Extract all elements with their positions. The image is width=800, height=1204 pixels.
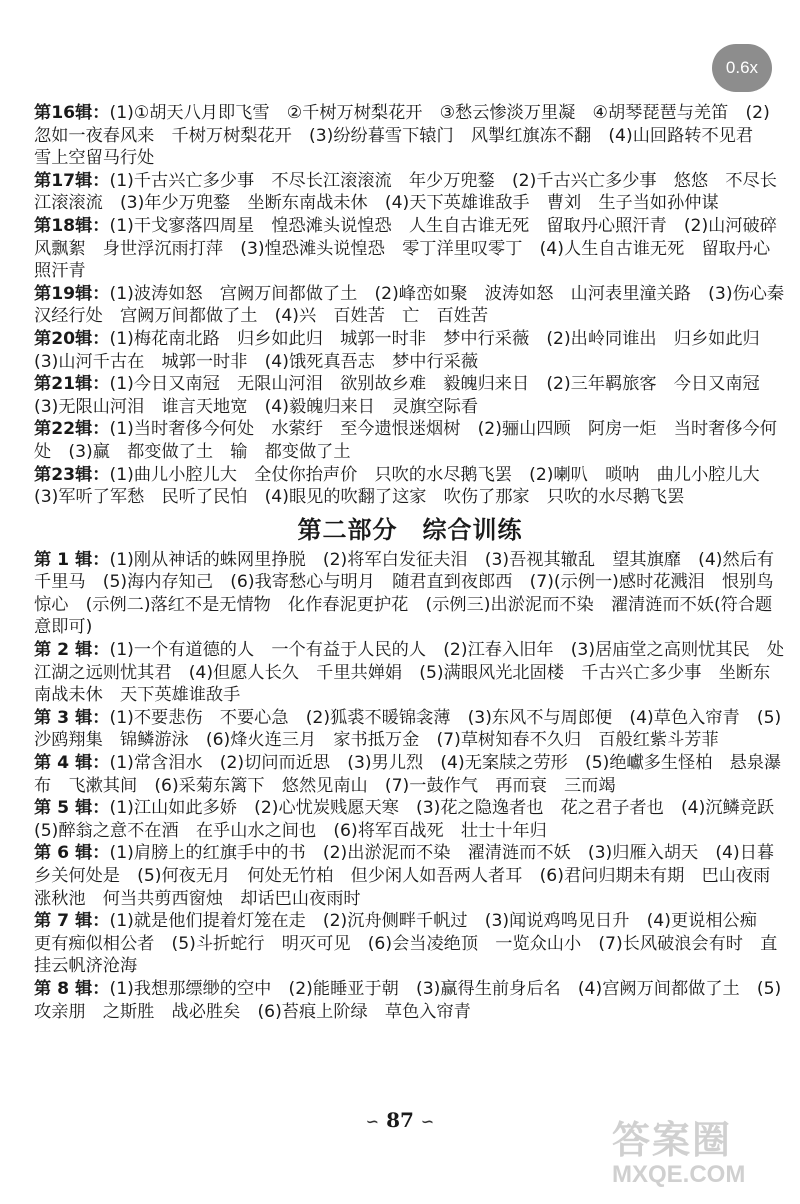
answer-entry — [34, 464, 786, 509]
ornament-left-icon: ∽ — [365, 1112, 380, 1131]
answer-entry — [34, 842, 786, 910]
ornament-right-icon: ∽ — [420, 1112, 435, 1131]
entry-label: 第 3 辑： — [34, 707, 110, 728]
answer-entry — [34, 215, 786, 283]
entry-label: 第17辑： — [34, 170, 110, 191]
entry-text: (1)江山如此多娇 (2)心忧炭贱愿天寒 (3)花之隐逸者也 花之君子者也 (4)沉鳞竞跃 (5)醉翁之意不在酒 在乎山水之间也 (6)将军百战死 壮士十年归 — [34, 798, 792, 841]
entry-label: 第23辑： — [34, 464, 110, 485]
entry-text: (1)不要悲伤 不要心急 (2)狐裘不暖锦衾薄 (3)东风不与周郎便 (4)草色入帘青 (5)沙鸥翔集 锦鳞游泳 (6)烽火连三月 家书抵万金 (7)草树知春不久归 百般红紫斗芳菲 — [34, 707, 782, 751]
entry-text: (1)波涛如怒 宫阙万间都做了土 (2)峰峦如聚 波涛如怒 山河表里潼关路 (3)伤心秦汉经行处 宫阙万间都做了土 (4)兴 百姓苦 亡 百姓苦 — [34, 283, 785, 327]
entry-label: 第 4 辑： — [34, 753, 110, 774]
section-title: 第二部分 综合训练 — [297, 515, 523, 544]
entry-label: 第 6 辑： — [34, 843, 110, 864]
entry-label: 第 1 辑： — [34, 549, 110, 570]
entry-text: (1)肩膀上的红旗手中的书 (2)出淤泥而不染 濯清涟而不妖 (3)归雁入胡天 (4)日暮乡关何处是 (5)何夜无月 何处无竹柏 但少闲人如吾两人者耳 (6)君问归期未有期 巴山夜雨涨秋池 何当共剪西窗烛 却话巴山夜雨时 — [34, 843, 775, 909]
entry-text: (1)就是他们提着灯笼在走 (2)沉舟侧畔千帆过 (3)闻说鸡鸣见日升 (4)更说相公痴 更有痴似相公者 (5)斗折蛇行 明灭可见 (6)会当凌绝顶 一览众山小 (7)长风破浪会有时 直挂云帆济沧海 — [34, 911, 778, 977]
entry-text: (1)曲儿小腔儿大 全仗你抬声价 只吹的水尽鹅飞罢 (2)喇叭 唢呐 曲儿小腔儿大 (3)军听了军愁 民听了民怕 (4)眼见的吹翻了这家 吹伤了那家 只吹的水尽鹅飞罢 — [34, 464, 777, 508]
entry-label: 第22辑： — [34, 419, 110, 440]
entry-label: 第 2 辑： — [34, 640, 110, 661]
entry-text: (1)梅花南北路 归乡如此归 城郭一时非 梦中行采薇 (2)出岭同谁出 归乡如此归 (3)山河千古在 城郭一时非 (4)饿死真吾志 梦中行采薇 — [34, 328, 777, 372]
answer-entry — [34, 707, 786, 752]
watermark-url: MXQE.COM — [612, 1161, 746, 1188]
answer-entry — [34, 978, 786, 1023]
answer-entry — [34, 170, 786, 215]
entry-text: (1)常含泪水 (2)切问而近思 (3)男儿烈 (4)无案牍之劳形 (5)绝巘多生怪柏 悬泉瀑布 飞漱其间 (6)采菊东篱下 悠然见南山 (7)一鼓作气 再而衰 三而竭 — [34, 753, 782, 796]
entry-text: (1)刚从神话的蛛网里挣脱 (2)将军白发征夫泪 (3)吾视其辙乱 望其旗靡 (4)然后有千里马 (5)海内存知己 (6)我寄愁心与明月 随君直到夜郎西 (7)(示例一)感时花溅泪 恨别鸟惊心 (示例二)落红不是无情物 化作春泥更护花 (示例三)出淤泥而不染 濯清涟而不妖(符合题意即可) — [34, 549, 775, 638]
zoom-level-badge[interactable]: 0.6x — [712, 44, 772, 92]
answer-entry — [34, 797, 792, 842]
entry-label: 第 8 辑： — [34, 978, 110, 999]
entry-text: (1)①胡天八月即飞雪 ②千树万树梨花开 ③愁云惨淡万里凝 ④胡琴琵琶与羌笛 (2)忽如一夜春风来 千树万树梨花开 (3)纷纷暮雪下辕门 风掣红旗冻不翻 (4)山回路转不见君 雪上空留马行处 — [34, 103, 771, 169]
part2-entries — [34, 549, 792, 1023]
answer-entry — [34, 910, 786, 978]
page-number-value: 87 — [386, 1108, 414, 1132]
watermark — [612, 1118, 782, 1198]
part1-entries — [34, 102, 786, 509]
entry-label: 第19辑： — [34, 283, 110, 304]
entry-text: (1)今日又南冠 无限山河泪 欲别故乡难 毅魄归来日 (2)三年羁旅客 今日又南冠 (3)无限山河泪 谁言天地宽 (4)毅魄归来日 灵旗空际看 — [34, 374, 777, 417]
entry-text: (1)一个有道德的人 一个有益于人民的人 (2)江春入旧年 (3)居庙堂之高则忧其民 处江湖之远则忧其君 (4)但愿人长久 千里共婵娟 (5)满眼风光北固楼 千古兴亡多少事 坐断东南战未休 天下英雄谁敌手 — [34, 640, 785, 706]
entry-label: 第16辑： — [34, 103, 110, 123]
answer-entry — [34, 373, 786, 418]
entry-text: (1)当时奢侈今何处 水萦纡 至今遗恨迷烟树 (2)骊山四顾 阿房一炬 当时奢侈今何处 (3)赢 都变做了土 输 都变做了土 — [34, 419, 777, 462]
answer-entry — [34, 752, 786, 797]
entry-label: 第18辑： — [34, 215, 110, 236]
answer-entry — [34, 418, 786, 463]
entry-label: 第 7 辑： — [34, 911, 110, 932]
entry-label: 第 5 辑： — [34, 798, 110, 819]
entry-text: (1)千古兴亡多少事 不尽长江滚滚流 年少万兜鍪 (2)千古兴亡多少事 悠悠 不尽长江滚滚流 (3)年少万兜鍪 坐断东南战未休 (4)天下英雄谁敌手 曹刘 生子当如孙仲谋 — [34, 170, 777, 214]
answer-entry — [34, 549, 786, 639]
entry-label: 第21辑： — [34, 374, 110, 395]
answer-entry — [34, 283, 786, 328]
answer-entry — [34, 639, 786, 707]
entry-text: (1)干戈寥落四周星 惶恐滩头说惶恐 人生自古谁无死 留取丹心照汗青 (2)山河破碎风飘絮 身世浮沉雨打萍 (3)惶恐滩头说惶恐 零丁洋里叹零丁 (4)人生自古谁无死 留取丹心照汗青 — [34, 215, 777, 282]
answer-entry — [34, 102, 786, 170]
entry-text: (1)我想那缥缈的空中 (2)能睡亚于朝 (3)赢得生前身后名 (4)宫阙万间都做了土 (5)攻亲朋 之斯胜 战必胜矣 (6)苔痕上阶绿 草色入帘青 — [34, 978, 782, 1022]
answer-page — [34, 102, 792, 1023]
answer-entry — [34, 328, 786, 373]
entry-label: 第20辑： — [34, 328, 110, 349]
watermark-logo-text: 答案圈 — [612, 1118, 733, 1162]
